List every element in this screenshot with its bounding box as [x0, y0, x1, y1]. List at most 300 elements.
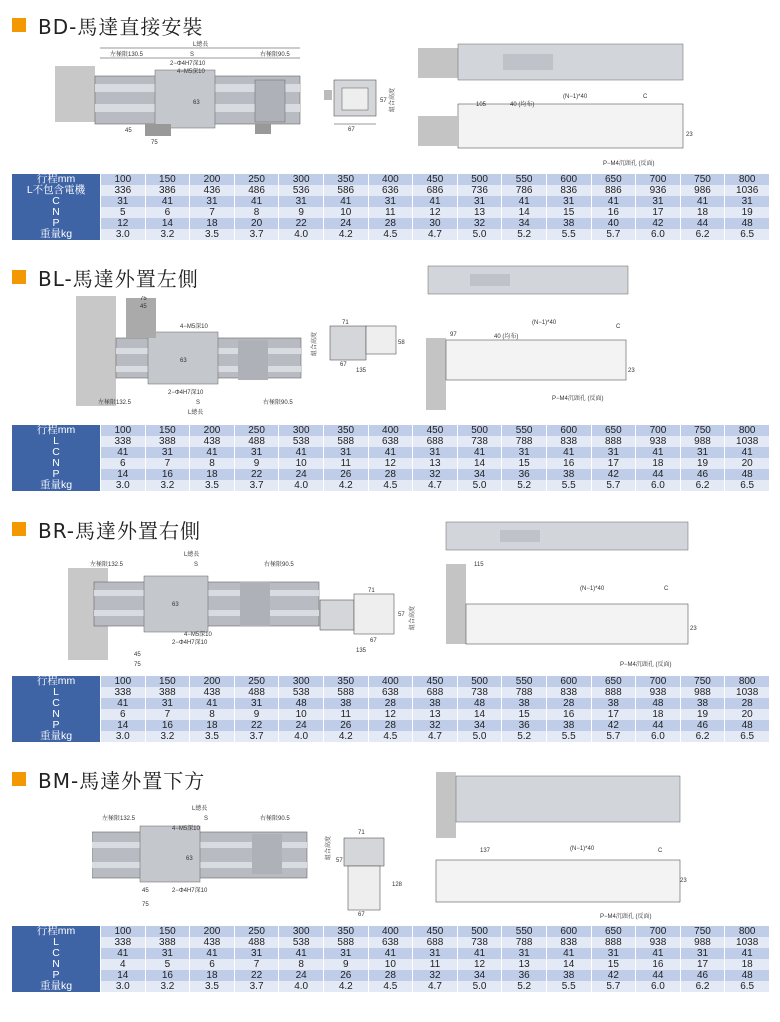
table-cell: 13 [413, 709, 458, 720]
dim-s: S [204, 816, 209, 822]
table-cell: 14 [457, 458, 502, 469]
dim-h23: 23 [690, 626, 697, 632]
orange-square-icon [12, 270, 26, 284]
table-row [12, 698, 770, 709]
table-cell: 450 [413, 425, 458, 436]
table-cell: 350 [323, 425, 368, 436]
table-row [12, 731, 770, 742]
table-cell: 28 [725, 698, 770, 709]
table-cell: 7 [145, 709, 190, 720]
table-cell: 700 [636, 174, 681, 185]
table-cell: 688 [413, 687, 458, 698]
row-header: 重量kg [12, 480, 101, 491]
table-cell: 18 [680, 207, 725, 218]
table-cell: 30 [413, 218, 458, 229]
table-cell: 6.5 [725, 480, 770, 491]
section-br [0, 502, 780, 754]
table-cell: 450 [413, 676, 458, 687]
table-cell: 8 [190, 458, 235, 469]
table-cell: 42 [591, 469, 636, 480]
table-cell: 4.0 [279, 981, 324, 992]
table-cell: 19 [680, 709, 725, 720]
table-cell: 11 [323, 709, 368, 720]
table-cell: 1038 [725, 436, 770, 447]
table-cell: 31 [190, 196, 235, 207]
table-cell: 588 [323, 687, 368, 698]
table-cell: 800 [725, 926, 770, 937]
table-cell: 14 [502, 207, 547, 218]
table-cell: 638 [368, 436, 413, 447]
table-cell: 12 [368, 709, 413, 720]
table-cell: 386 [145, 185, 190, 196]
table-cell: 250 [234, 676, 279, 687]
row-header: C [12, 948, 101, 959]
table-cell: 600 [546, 174, 591, 185]
table-cell: 738 [457, 687, 502, 698]
table-cell: 48 [457, 698, 502, 709]
table-cell: 14 [101, 970, 146, 981]
table-cell: 36 [502, 469, 547, 480]
table-cell: 41 [368, 447, 413, 458]
table-cell: 750 [680, 676, 725, 687]
table-cell: 588 [323, 436, 368, 447]
table-cell: 838 [546, 687, 591, 698]
table-cell: 18 [190, 218, 235, 229]
row-header: 行程mm [12, 425, 101, 436]
dim-h57: 57 [398, 612, 405, 618]
table-cell: 350 [323, 926, 368, 937]
table-cell: 550 [502, 676, 547, 687]
table-cell: 988 [680, 937, 725, 948]
dim-w71: 71 [342, 320, 349, 326]
table-cell: 7 [145, 458, 190, 469]
dim-h63: 63 [193, 100, 200, 106]
table-cell: 400 [368, 425, 413, 436]
table-cell: 31 [145, 447, 190, 458]
table-cell: 350 [323, 174, 368, 185]
dim-h58: 58 [398, 340, 405, 346]
table-cell: 31 [591, 447, 636, 458]
table-cell: 150 [145, 174, 190, 185]
table-cell: 42 [636, 218, 681, 229]
table-cell: 41 [546, 447, 591, 458]
table-cell: 41 [725, 447, 770, 458]
table-cell: 5.7 [591, 731, 636, 742]
table-cell: 736 [457, 185, 502, 196]
table-cell: 150 [145, 926, 190, 937]
table-cell: 738 [457, 436, 502, 447]
table-cell: 41 [145, 196, 190, 207]
table-cell: 5.7 [591, 229, 636, 240]
dim-l-total: L總長 [192, 806, 208, 812]
table-cell: 200 [190, 425, 235, 436]
table-cell: 38 [323, 698, 368, 709]
dim-hole: P−M4沉頭孔 (反面) [620, 662, 672, 668]
table-cell: 38 [680, 698, 725, 709]
table-cell: 536 [279, 185, 324, 196]
table-cell: 650 [591, 926, 636, 937]
table-cell: 13 [502, 959, 547, 970]
dim-hole: P−M4沉頭孔 (反面) [603, 161, 655, 167]
table-cell: 31 [680, 948, 725, 959]
table-cell: 32 [413, 469, 458, 480]
dim-hole: P−M4沉頭孔 (反面) [552, 396, 604, 402]
table-cell: 17 [636, 207, 681, 218]
table-cell: 41 [680, 196, 725, 207]
table-cell: 538 [279, 687, 324, 698]
table-cell: 3.0 [101, 229, 146, 240]
table-cell: 9 [323, 959, 368, 970]
dim-w135: 135 [356, 368, 367, 373]
dim-w67: 67 [358, 912, 365, 918]
table-cell: 38 [546, 970, 591, 981]
table-cell: 26 [323, 970, 368, 981]
table-cell: 388 [145, 687, 190, 698]
table-cell: 10 [368, 959, 413, 970]
dim-combo-height: 組合高度 [390, 87, 396, 112]
table-cell: 38 [546, 720, 591, 731]
dim-right-limit: 右極限90.5 [260, 52, 290, 58]
table-cell: 26 [323, 469, 368, 480]
table-cell: 888 [591, 937, 636, 948]
table-cell: 336 [101, 185, 146, 196]
table-cell: 688 [413, 937, 458, 948]
table-row [12, 425, 770, 436]
table-cell: 550 [502, 174, 547, 185]
table-cell: 18 [190, 720, 235, 731]
section-heading: BD-馬達直接安裝 [38, 14, 204, 39]
table-cell: 41 [457, 948, 502, 959]
table-cell: 6.0 [636, 981, 681, 992]
table-cell: 1038 [725, 937, 770, 948]
table-cell: 938 [636, 937, 681, 948]
table-cell: 41 [413, 196, 458, 207]
dim-tap: 4−M5深10 [177, 69, 205, 75]
table-cell: 41 [190, 447, 235, 458]
table-cell: 400 [368, 926, 413, 937]
table-cell: 41 [190, 698, 235, 709]
table-cell: 5.5 [546, 229, 591, 240]
bm-side-view-drawing [92, 804, 312, 914]
table-cell: 750 [680, 926, 725, 937]
table-cell: 436 [190, 185, 235, 196]
table-cell: 16 [145, 469, 190, 480]
table-cell: 41 [591, 196, 636, 207]
table-cell: 32 [413, 720, 458, 731]
table-row [12, 207, 770, 218]
table-cell: 34 [502, 218, 547, 229]
table-cell: 750 [680, 425, 725, 436]
dim-h128: 128 [392, 882, 403, 888]
table-cell: 34 [457, 720, 502, 731]
table-cell: 31 [323, 948, 368, 959]
table-cell: 31 [591, 948, 636, 959]
table-cell: 638 [368, 937, 413, 948]
table-cell: 41 [279, 447, 324, 458]
table-cell: 15 [502, 709, 547, 720]
table-row [12, 196, 770, 207]
table-cell: 486 [234, 185, 279, 196]
row-header: 重量kg [12, 731, 101, 742]
dim-c: C [664, 586, 669, 592]
table-cell: 3.2 [145, 731, 190, 742]
table-cell: 3.7 [234, 981, 279, 992]
section-bd [0, 0, 780, 250]
table-cell: 41 [279, 948, 324, 959]
table-cell: 400 [368, 174, 413, 185]
table-row [12, 709, 770, 720]
table-row [12, 469, 770, 480]
table-cell: 41 [101, 447, 146, 458]
table-row [12, 480, 770, 491]
table-cell: 4.5 [368, 981, 413, 992]
table-cell: 22 [279, 218, 324, 229]
table-cell: 700 [636, 926, 681, 937]
table-cell: 588 [323, 937, 368, 948]
table-cell: 17 [591, 709, 636, 720]
row-header: C [12, 698, 101, 709]
table-cell: 16 [546, 709, 591, 720]
table-cell: 41 [502, 196, 547, 207]
table-cell: 1038 [725, 687, 770, 698]
dim-w137: 137 [480, 848, 491, 854]
bl-end-view-drawing [308, 318, 408, 373]
table-cell: 6 [190, 959, 235, 970]
bm-top-view-drawing [430, 770, 690, 922]
table-cell: 19 [725, 207, 770, 218]
table-cell: 18 [636, 709, 681, 720]
table-cell: 18 [190, 970, 235, 981]
table-cell: 250 [234, 926, 279, 937]
table-cell: 986 [680, 185, 725, 196]
table-cell: 5.0 [457, 229, 502, 240]
table-row [12, 687, 770, 698]
table-cell: 24 [279, 720, 324, 731]
table-cell: 7 [234, 959, 279, 970]
table-cell: 488 [234, 937, 279, 948]
table-cell: 31 [502, 447, 547, 458]
table-cell: 438 [190, 937, 235, 948]
table-cell: 44 [636, 469, 681, 480]
table-cell: 48 [279, 698, 324, 709]
table-cell: 17 [680, 959, 725, 970]
table-cell: 31 [145, 948, 190, 959]
dim-w67: 67 [348, 127, 355, 133]
table-cell: 688 [413, 436, 458, 447]
table-cell: 5 [101, 207, 146, 218]
table-cell: 24 [279, 970, 324, 981]
bl-top-view-drawing [422, 264, 642, 414]
table-cell: 300 [279, 926, 324, 937]
table-cell: 600 [546, 425, 591, 436]
table-cell: 6.2 [680, 981, 725, 992]
table-cell: 18 [190, 469, 235, 480]
table-cell: 22 [234, 970, 279, 981]
table-cell: 4.5 [368, 731, 413, 742]
table-cell: 4.5 [368, 480, 413, 491]
section-bl [0, 250, 780, 500]
table-cell: 838 [546, 436, 591, 447]
dim-right-limit: 右極限90.5 [260, 816, 290, 822]
table-cell: 5.5 [546, 981, 591, 992]
table-cell: 41 [636, 447, 681, 458]
table-cell: 6.2 [680, 731, 725, 742]
dim-s: S [190, 52, 195, 58]
dim-pin: 2−Φ4H7深10 [168, 390, 204, 396]
table-cell: 28 [368, 698, 413, 709]
table-cell: 800 [725, 425, 770, 436]
table-cell: 338 [101, 937, 146, 948]
orange-square-icon [12, 772, 26, 786]
table-cell: 31 [101, 196, 146, 207]
table-cell: 12 [457, 959, 502, 970]
table-cell: 41 [457, 447, 502, 458]
table-cell: 3.5 [190, 981, 235, 992]
table-cell: 6.0 [636, 731, 681, 742]
dim-combo-height: 組合高度 [410, 605, 416, 630]
table-cell: 700 [636, 425, 681, 436]
row-header: P [12, 720, 101, 731]
row-header: C [12, 447, 101, 458]
table-cell: 800 [725, 174, 770, 185]
table-cell: 686 [413, 185, 458, 196]
dim-w97: 97 [450, 332, 457, 338]
table-cell: 300 [279, 676, 324, 687]
table-cell: 3.5 [190, 229, 235, 240]
table-cell: 888 [591, 687, 636, 698]
table-cell: 20 [725, 709, 770, 720]
table-cell: 5.7 [591, 981, 636, 992]
row-header: 重量kg [12, 229, 101, 240]
table-cell: 6.5 [725, 731, 770, 742]
table-cell: 8 [234, 207, 279, 218]
dim-tap: 4−M5深10 [184, 632, 212, 638]
section-title-br [12, 516, 201, 542]
table-cell: 10 [279, 709, 324, 720]
table-cell: 500 [457, 926, 502, 937]
table-cell: 550 [502, 425, 547, 436]
bd-end-view-drawing [322, 78, 412, 133]
table-cell: 838 [546, 937, 591, 948]
dim-s: S [194, 562, 199, 568]
table-cell: 5.0 [457, 731, 502, 742]
table-cell: 3.7 [234, 229, 279, 240]
table-cell: 36 [502, 720, 547, 731]
table-cell: 31 [636, 196, 681, 207]
dim-c: C [658, 848, 663, 854]
table-cell: 24 [279, 469, 324, 480]
table-cell: 20 [725, 458, 770, 469]
table-cell: 15 [546, 207, 591, 218]
table-cell: 11 [368, 207, 413, 218]
table-cell: 988 [680, 687, 725, 698]
table-cell: 41 [368, 948, 413, 959]
table-cell: 36 [502, 970, 547, 981]
dim-w45: 45 [140, 304, 147, 310]
table-cell: 488 [234, 436, 279, 447]
dim-w40: 40 (均布) [494, 334, 519, 340]
table-cell: 938 [636, 436, 681, 447]
table-cell: 31 [725, 196, 770, 207]
table-cell: 31 [502, 948, 547, 959]
table-cell: 16 [636, 959, 681, 970]
table-row [12, 970, 770, 981]
table-cell: 12 [101, 218, 146, 229]
table-cell: 636 [368, 185, 413, 196]
table-cell: 5.5 [546, 731, 591, 742]
dim-w45: 45 [134, 652, 141, 658]
dim-left-limit: 左極限132.5 [90, 562, 124, 568]
table-cell: 586 [323, 185, 368, 196]
table-cell: 42 [591, 970, 636, 981]
dim-h63: 63 [172, 602, 179, 608]
bl-side-view-drawing [68, 296, 308, 421]
table-cell: 15 [591, 959, 636, 970]
dim-c: C [643, 94, 648, 100]
table-cell: 4.2 [323, 731, 368, 742]
bd-side-view-drawing [55, 40, 315, 150]
table-cell: 150 [145, 425, 190, 436]
table-cell: 7 [190, 207, 235, 218]
table-row [12, 174, 770, 185]
table-cell: 5.5 [546, 480, 591, 491]
row-header: 行程mm [12, 926, 101, 937]
dim-w135: 135 [356, 648, 367, 654]
table-cell: 6.0 [636, 480, 681, 491]
table-cell: 4.2 [323, 981, 368, 992]
table-row [12, 185, 770, 196]
orange-square-icon [12, 522, 26, 536]
table-cell: 600 [546, 676, 591, 687]
table-row [12, 436, 770, 447]
row-header: N [12, 458, 101, 469]
table-cell: 4.7 [413, 229, 458, 240]
table-cell: 836 [546, 185, 591, 196]
br-side-view-drawing [64, 550, 324, 670]
dim-w75: 75 [140, 296, 147, 302]
table-cell: 13 [413, 458, 458, 469]
table-cell: 3.0 [101, 480, 146, 491]
table-cell: 41 [101, 948, 146, 959]
table-cell: 6.5 [725, 229, 770, 240]
table-cell: 14 [457, 709, 502, 720]
section-title-bd [12, 12, 203, 38]
table-cell: 6.2 [680, 480, 725, 491]
section-heading: BR-馬達外置右側 [38, 518, 202, 543]
table-cell: 5.0 [457, 480, 502, 491]
table-cell: 46 [680, 469, 725, 480]
table-cell: 638 [368, 687, 413, 698]
dim-h63: 63 [186, 856, 193, 862]
bm-end-view-drawing [322, 826, 412, 918]
table-cell: 100 [101, 676, 146, 687]
table-cell: 388 [145, 937, 190, 948]
table-cell: 5.2 [502, 229, 547, 240]
row-header: L不包含電機 [12, 185, 101, 196]
table-cell: 28 [368, 469, 413, 480]
dim-w40: 40 (均布) [510, 102, 535, 108]
dim-pin: 2−Φ4H7深10 [170, 61, 206, 67]
table-cell: 38 [502, 698, 547, 709]
table-cell: 788 [502, 937, 547, 948]
table-cell: 14 [546, 959, 591, 970]
table-cell: 20 [234, 218, 279, 229]
table-cell: 438 [190, 687, 235, 698]
table-cell: 5 [145, 959, 190, 970]
table-cell: 538 [279, 436, 324, 447]
dim-w67: 67 [340, 362, 347, 368]
table-row [12, 720, 770, 731]
